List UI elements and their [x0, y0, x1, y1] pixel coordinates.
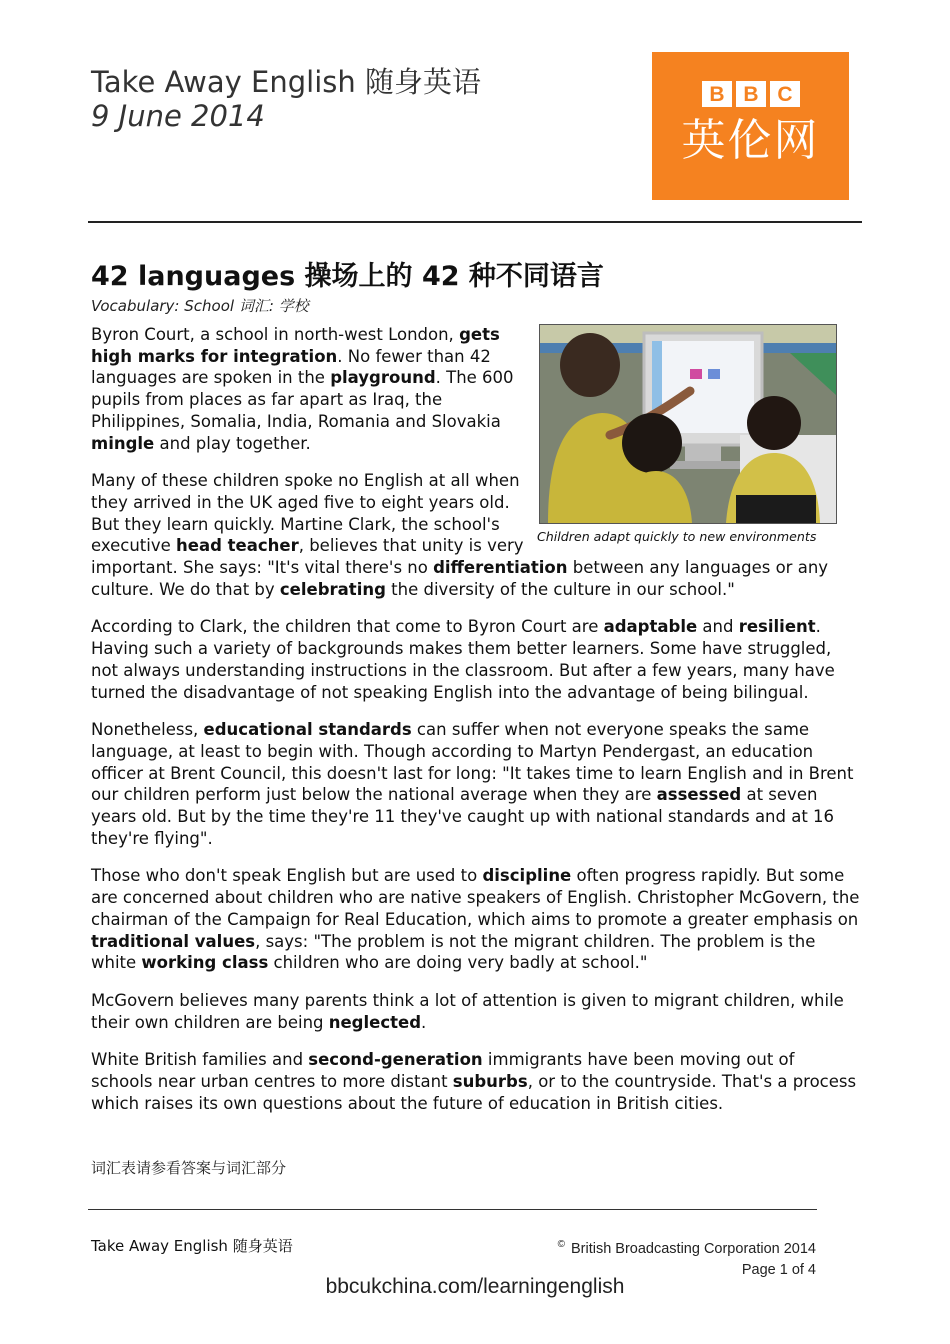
- header-divider: [88, 221, 862, 223]
- article-paragraph-5: [91, 865, 861, 974]
- vocabulary-term: resilient: [738, 617, 816, 637]
- text-run: and play together.: [154, 433, 311, 453]
- text-run: . Having such a variety of backgrounds makes them better learners. Some have struggled, not always understanding instructions in the classroom. But after a few years, many have turned the disadvantage of not speaking English into the advantage of being bilingual.: [91, 617, 835, 702]
- text-run: Byron Court, a school in north-west London,: [91, 325, 460, 344]
- page-number: Page 1 of 4: [741, 1261, 816, 1278]
- text-run: According to Clark, the children that come to Byron Court are: [91, 617, 604, 637]
- text-run: between any languages or any culture. We do that by: [91, 558, 829, 599]
- vocabulary-term: assessed: [656, 785, 742, 805]
- vocabulary-term: head teacher: [176, 536, 299, 556]
- vocabulary-term: working class: [141, 953, 269, 973]
- text-run: . The 600 pupils from places as far apart as Iraq, the Philippines, Somalia, India, Romania and Slovakia: [91, 368, 514, 431]
- bbc-letter-c: C: [770, 81, 800, 107]
- text-run: , says: "The problem is not the migrant children. The problem is the white: [91, 931, 816, 973]
- classroom-photo: [539, 324, 837, 524]
- vocabulary-term: suburbs: [452, 1072, 528, 1092]
- vocabulary-subhead: Vocabulary: School 词汇: 学校: [91, 297, 309, 315]
- vocabulary-term: differentiation: [433, 558, 568, 578]
- text-run: Those who don't speak English but are used to: [91, 866, 483, 886]
- text-run: and: [697, 617, 739, 637]
- copyright-symbol: ©: [557, 1239, 565, 1250]
- bbc-wordmark: [702, 81, 800, 107]
- text-run: . No fewer than 42 languages are spoken in the: [91, 346, 491, 388]
- article-paragraph-3: [91, 616, 861, 703]
- copyright-text: British Broadcasting Corporation 2014: [570, 1240, 816, 1257]
- vocabulary-term: gets high marks for integration: [91, 325, 500, 366]
- vocabulary-term: traditional values: [91, 931, 256, 951]
- footer-meta: [540, 1234, 816, 1281]
- footer-divider: [88, 1209, 817, 1210]
- document-title: Take Away English 随身英语: [91, 65, 481, 99]
- text-run: children who are doing very badly at school.": [268, 953, 648, 973]
- article-figure: [537, 324, 857, 545]
- article-paragraph-4: [91, 719, 861, 849]
- text-run: McGovern believes many parents think a lot of attention is given to migrant children, while their own children are being: [91, 990, 844, 1032]
- text-run: Nonetheless,: [91, 720, 204, 740]
- logo-chinese-text: 英伦网: [681, 115, 820, 166]
- vocabulary-term: adaptable: [603, 617, 698, 637]
- vocabulary-term: celebrating: [279, 579, 386, 599]
- vocabulary-term: discipline: [482, 866, 572, 886]
- bbc-letter-b1: B: [702, 81, 732, 107]
- text-run: the diversity of the culture in our school.": [385, 579, 735, 599]
- vocabulary-term: second-generation: [308, 1050, 483, 1070]
- vocabulary-term: neglected: [328, 1012, 422, 1032]
- text-run: , believes that unity is very important. She says: "It's vital there's no: [91, 536, 524, 578]
- text-run: often progress rapidly. But some are concerned about children who are native speakers of English. Christopher McGovern, the chairman of the Campaign for Real Education, which aims to promote a greater emphasis on: [91, 866, 860, 929]
- text-run: .: [421, 1012, 427, 1032]
- article-paragraph-6: [91, 990, 861, 1033]
- text-run: Many of these children spoke no English at all when they arrived in the UK aged five to eight years old. But they learn quickly. Martine Clark, the school's executive: [91, 471, 520, 556]
- copyright-line: [540, 1234, 816, 1260]
- image-caption: Children adapt quickly to new environments: [537, 529, 817, 544]
- bbc-logo: [652, 52, 849, 200]
- vocabulary-note: 词汇表请参看答案与词汇部分: [91, 1159, 287, 1177]
- vocabulary-term: educational standards: [203, 720, 412, 740]
- bbc-letter-b2: B: [736, 81, 766, 107]
- footer-series-title: Take Away English 随身英语: [91, 1237, 293, 1255]
- vocabulary-term: mingle: [91, 433, 155, 453]
- text-run: at seven years old. But by the time they're 11 they've caught up with national standards and at 16 they're flying".: [91, 785, 835, 848]
- text-run: can suffer when not everyone speaks the same language, at least to begin with. Though according to Martyn Pendergast, an education officer at Brent Council, this doesn't last for long: "It takes time to learn English and in Brent our children perform just below the national average when they are: [91, 720, 854, 805]
- text-run: White British families and: [91, 1050, 309, 1070]
- text-run: immigrants have been moving out of schools near urban centres to more distant: [91, 1050, 795, 1092]
- classroom-illustration: [540, 325, 836, 523]
- footer-url-link[interactable]: bbcukchina.com/learningenglish: [325, 1275, 625, 1298]
- publication-date: 9 June 2014: [91, 99, 265, 133]
- text-run: , or to the countryside. That's a process which raises its own questions about the future of education in British cities.: [91, 1072, 857, 1113]
- article-paragraph-7: [91, 1049, 861, 1114]
- article-body: [91, 324, 861, 1131]
- article-headline: 42 languages 操场上的 42 种不同语言: [91, 261, 604, 292]
- vocabulary-term: playground: [330, 368, 436, 388]
